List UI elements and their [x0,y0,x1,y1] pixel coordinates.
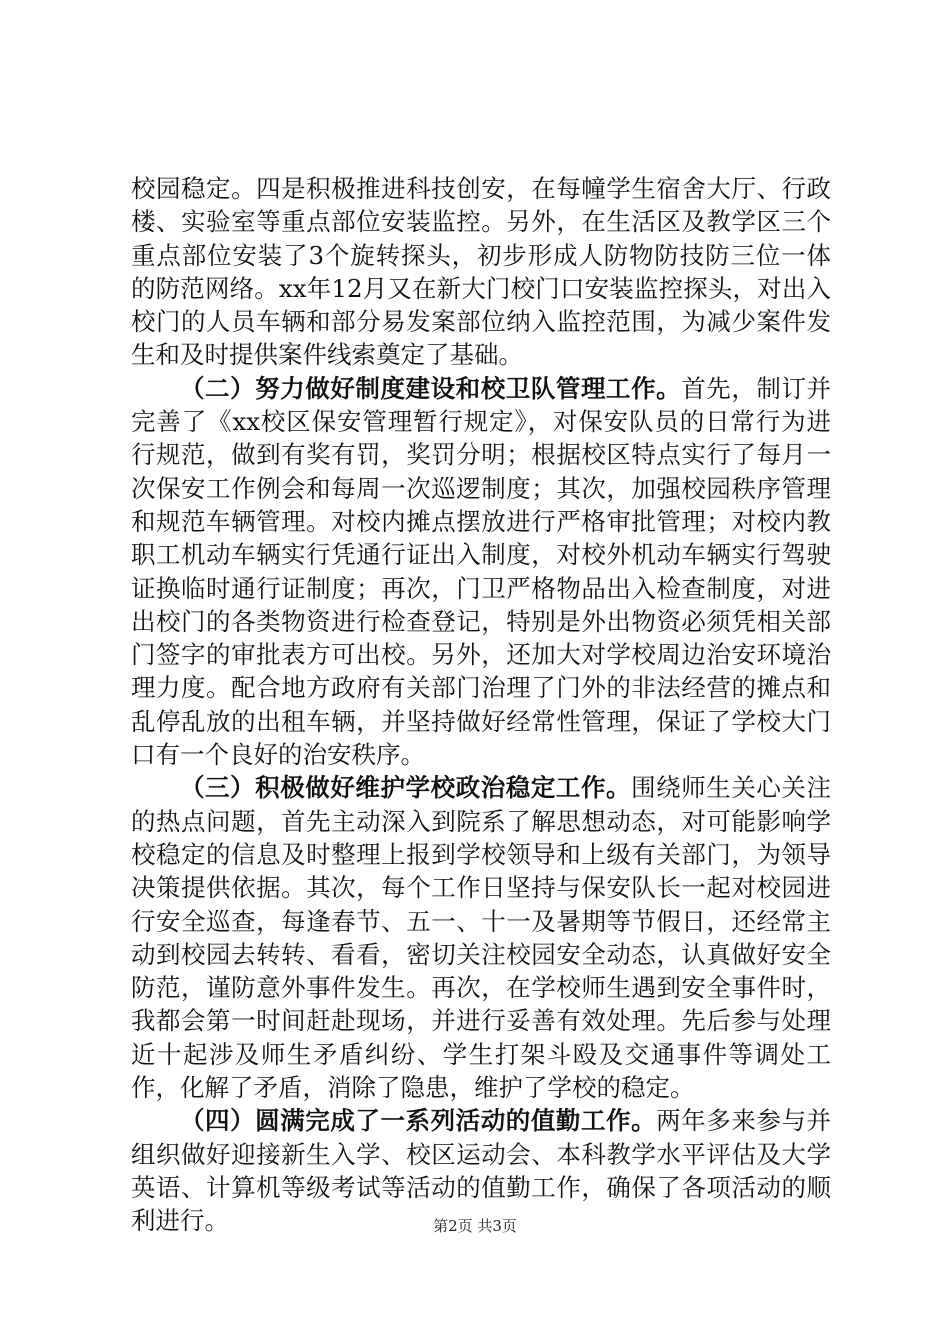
paragraph-text: 围绕师生关心关注的热点问题，首先主动深入到院系了解思想动态，对可能影响学校稳定的信息及时整理上报到学校领导和上级有关部门，为领导决策提供依据。其次，每个工作日坚持与保安队长一起对校园进行安全巡查，每逢春节、五一、十一及暑期等节假日，还经常主动到校园去转转、看看，密切关注校园安全动态，认真做好安全防范，谨防意外事件发生。再次，在学校师生遇到安全事件时，我都会第一时间赶赴现场，并进行妥善有效处理。先后参与处理近十起涉及师生矛盾纠纷、学生打架斗殴及交通事件等调处工作，化解了矛盾，消除了隐患，维护了学校的稳定。 [131,773,831,1103]
paragraph-text: 两年多来参与并组织做好迎接新生入学、校区运动会、本科教学水平评估及大学英语、计算机等级考试等活动的值勤工作，确保了各项活动的顺利进行。 [131,1106,831,1236]
section-heading: （二）努力做好制度建设和校卫队管理工作。 [180,373,682,403]
body-text [131,172,831,1238]
paragraph-section-2 [131,372,831,772]
paragraph-text: 首先，制订并完善了《xx校区保安管理暂行规定》，对保安队员的日常行为进行规范，做到有奖有罚，奖罚分明；根据校区特点实行了每月一次保安工作例会和每周一次巡逻制度；其次，加强校园秩序管理和规范车辆管理。对校内摊点摆放进行严格审批管理；对校内教职工机动车辆实行凭通行证出入制度，对校外机动车辆实行驾驶证换临时通行证制度；再次，门卫严格物品出入检查制度，对进出校门的各类物资进行检查登记，特别是外出物资必须凭相关部门签字的审批表方可出校。另外，还加大对学校周边治安环境治理力度。配合地方政府有关部门治理了门外的非法经营的摊点和乱停乱放的出租车辆，并坚持做好经常性管理，保证了学校大门口有一个良好的治安秩序。 [131,373,832,770]
paragraph-text: 校园稳定。四是积极推进科技创安，在每幢学生宿舍大厅、行政楼、实验室等重点部位安装监控。另外，在生活区及教学区三个重点部位安装了3个旋转探头，初步形成人防物防技防三位一体的防范网络。xx年12月又在新大门校门口安装监控探头，对出入校门的人员车辆和部分易发案部位纳入监控范围，为减少案件发生和及时提供案件线索奠定了基础。 [131,174,831,370]
paragraph-continuation [131,172,831,372]
section-heading: （三）积极做好维护学校政治稳定工作。 [180,773,632,803]
paragraph-section-3 [131,771,831,1104]
section-heading: （四）圆满完成了一系列活动的值勤工作。 [180,1106,657,1136]
page-footer: 第2页 共3页 [433,1217,517,1235]
